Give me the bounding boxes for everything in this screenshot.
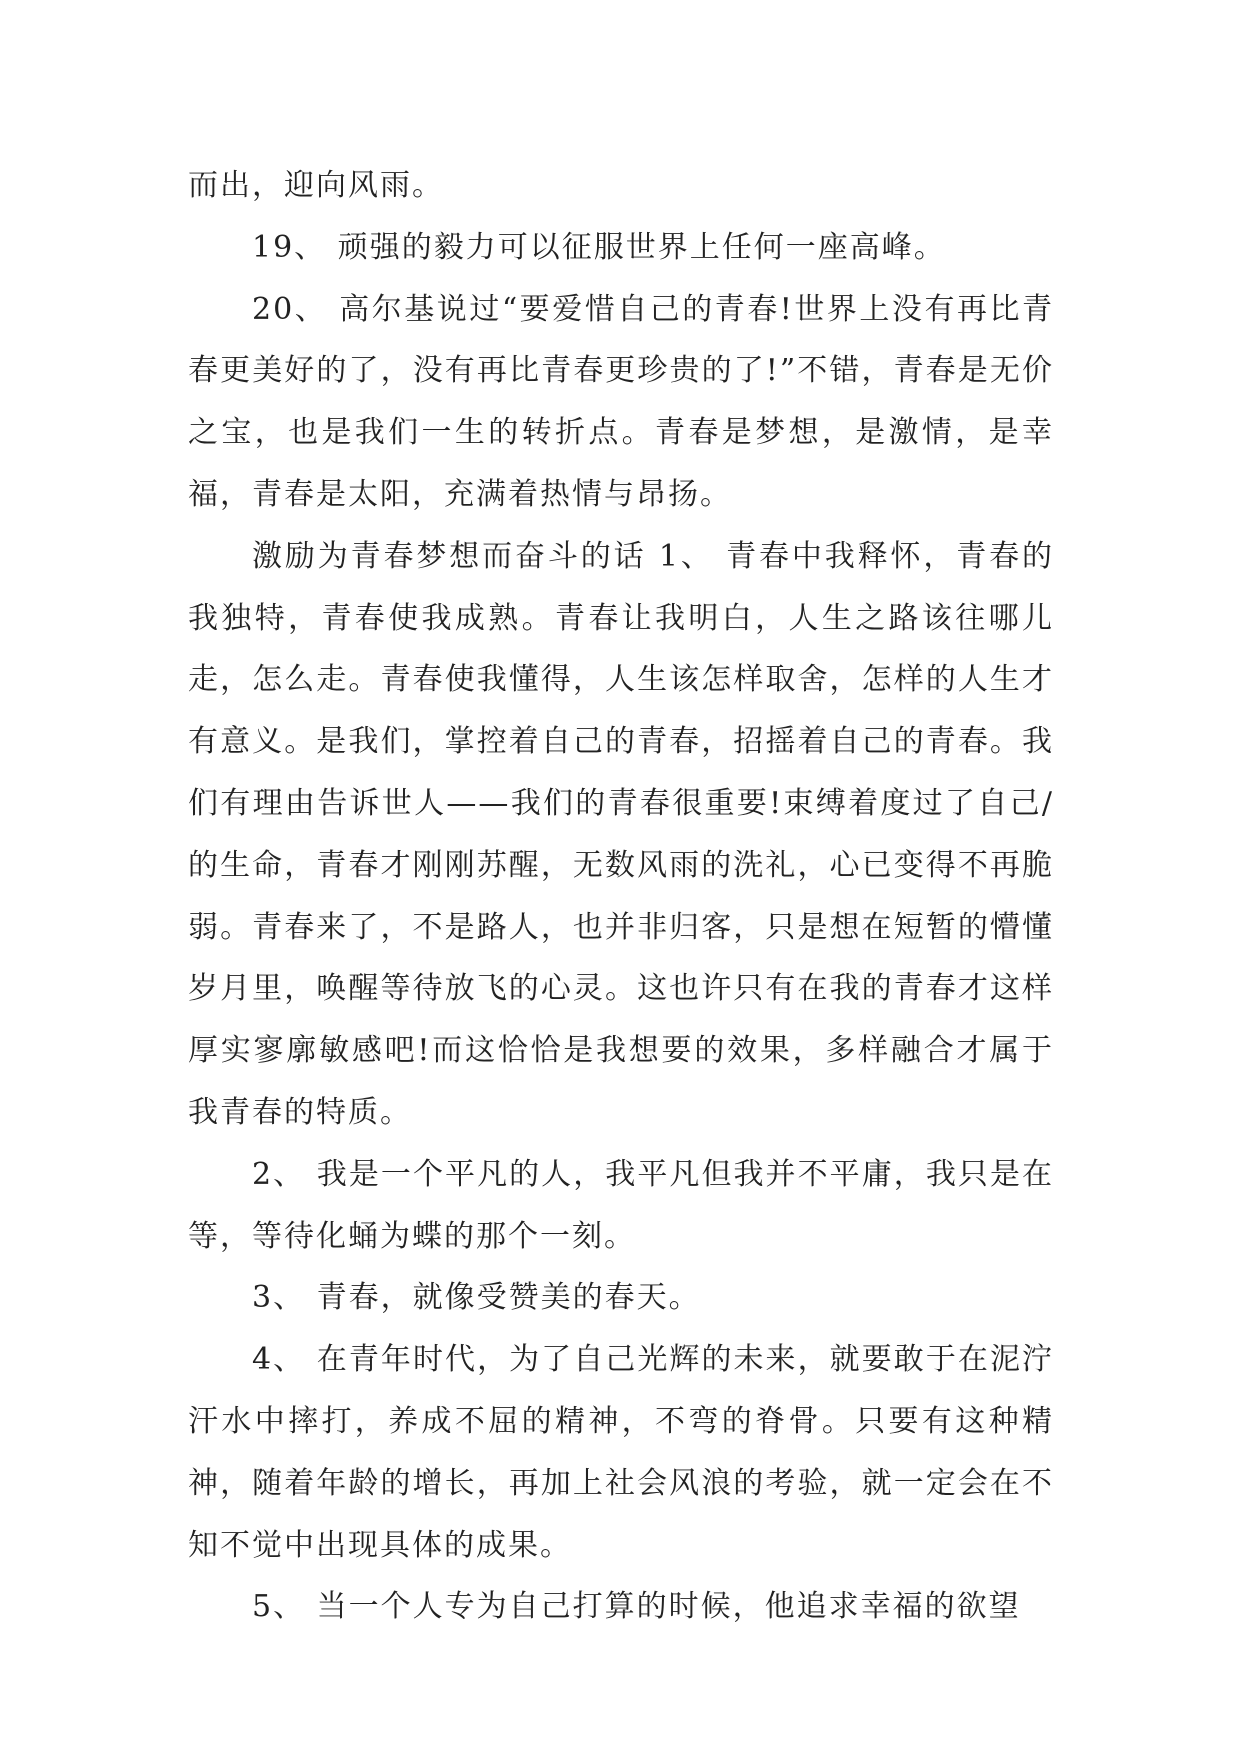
- paragraph-section-start: 激励为青春梦想而奋斗的话 1、 青春中我释怀，青春的我独特，青春使我成熟。青春让我明白，人生之路该往哪儿走，怎么走。青春使我懂得，人生该怎样取舍，怎样的人生才有意义。是我们，掌控着自己的青春，招摇着自己的青春。我们有理由告诉世人——我们的青春很重要!束缚着度过了自己/的生命，青春才刚刚苏醒，无数风雨的洗礼，心已变得不再脆弱。青春来了，不是路人，也并非归客，只是想在短暂的懵懂岁月里，唤醒等待放飞的心灵。这也许只有在我的青春才这样厚实寥廓敏感吧!而这恰恰是我想要的效果，多样融合才属于我青春的特质。: [188, 538, 1054, 1130]
- paragraph-item-5: 5、 当一个人专为自己打算的时候，他追求幸福的欲望: [252, 1589, 1021, 1625]
- paragraph-item-2: 2、 我是一个平凡的人，我平凡但我并不平庸，我只是在等，等待化蛹为蝶的那个一刻。: [188, 1156, 1054, 1254]
- paragraph-continuation: 而出，迎向风雨。: [188, 168, 444, 203]
- paragraph-item-4: 4、 在青年时代，为了自己光辉的未来，就要敢于在泥泞汗水中摔打，养成不屈的精神，不弯的脊骨。只要有这种精神，随着年龄的增长，再加上社会风浪的考验，就一定会在不知不觉中出现具体的成果。: [188, 1342, 1054, 1563]
- paragraph-item-20: 20、 高尔基说过“要爱惜自己的青春!世界上没有再比青春更美好的了，没有再比青春更珍贵的了!”不错，青春是无价之宝，也是我们一生的转折点。青春是梦想，是激情，是幸福，青春是太阳，充满着热情与昂扬。: [188, 291, 1054, 512]
- paragraph-item-3: 3、 青春，就像受赞美的春天。: [252, 1280, 701, 1316]
- document-body: [188, 155, 1054, 1638]
- paragraph-item-19: 19、 顽强的毅力可以征服世界上任何一座高峰。: [252, 229, 946, 265]
